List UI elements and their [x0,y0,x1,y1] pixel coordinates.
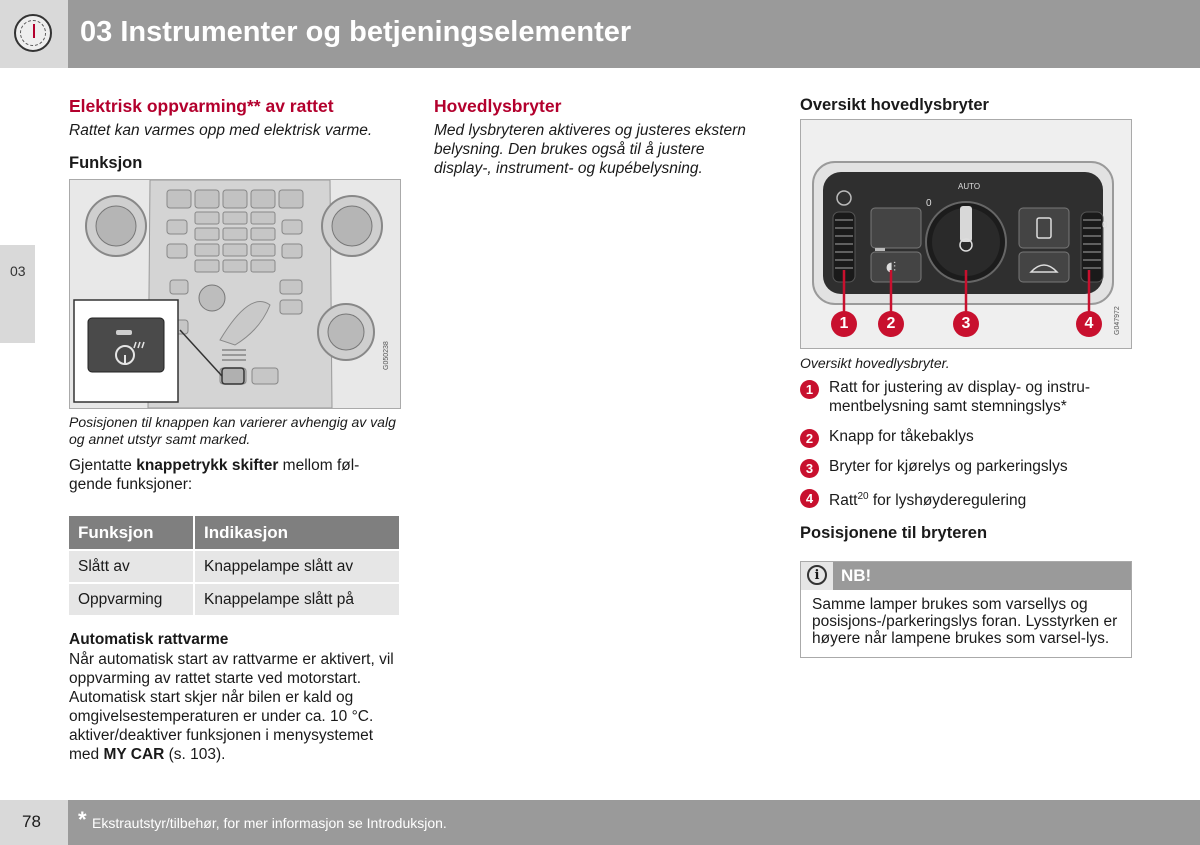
legend-number-badge: 2 [800,429,819,448]
auto-heat-text [69,650,401,764]
legend-list [800,378,1132,510]
legend-item [800,457,1132,476]
auto-label: AUTO [958,182,981,191]
text-run: Når automatisk start av rattvarme er aktivert, vil oppvarming av rattet starte ved motorstart. Automatisk start skjer når bilen er kald og omgivelsestemperaturen er under ca. 10 °C. aktiver/deaktiver funksjonen i menysystemet med [69,651,394,763]
legend-text: for lyshøyderegulering [868,492,1027,510]
overview-heading: Oversikt hovedlysbryter [800,96,989,114]
table-header: Indikasjon [194,516,400,550]
gauge-icon [14,14,52,52]
function-table [69,516,401,615]
legend-number-badge: 3 [800,459,819,478]
zero-label-left: 0 [926,198,932,209]
figure-caption: Posisjonen til knappen kan varierer avhengig av valg og annet utstyr samt marked. [69,414,396,447]
repeat-press-text [69,456,401,494]
table-header-row [69,516,400,550]
callout-1: 1 [839,315,849,332]
column-headlight-switch [434,96,764,178]
table-row [69,583,400,615]
legend-item [800,427,1132,446]
table-header: Funksjon [69,516,194,550]
legend-text: Knapp for tåkebaklys [829,428,974,445]
figure-code: G047972 [1114,306,1121,335]
section-intro: Med lysbryteren aktiveres og justeres ekstern belysning. Den brukes også til å justere display-, instrument- og kupébelysning. [434,122,746,177]
page-number: 78 [22,812,41,831]
figure-caption: Oversikt hovedlysbryter. [800,355,950,371]
svg-text:◖⫶: ◖⫶ [886,260,897,275]
zero-label-right: 0 [1102,220,1108,231]
callout-2: 2 [886,315,896,332]
legend-item [800,378,1132,416]
table-cell: Knappelampe slått på [194,583,400,615]
legend-text: Bryter for kjørelys og parkeringslys [829,458,1068,475]
legend-number-badge: 4 [800,489,819,508]
my-car-link: MY CAR [103,746,165,763]
note-body: Samme lamper brukes som varsellys og posisjons-/parkeringslys foran. Lysstyrken er høyere når lampene brukes som varsel-lys. [812,596,1118,648]
section-heading-headlight: Hovedlysbryter [434,96,562,116]
info-icon [801,562,833,590]
callout-3: 3 [961,315,971,332]
note-title: NB! [841,566,872,586]
text-run: mellom føl-gende funksjoner: [69,457,360,493]
column-switch-overview [800,96,1132,658]
figure-code: G050238 [383,341,390,370]
legend-item [800,487,1132,510]
chapter-side-tab [0,245,35,343]
chapter-icon-box [0,0,68,68]
legend-number-badge: 1 [800,380,819,399]
footnote-ref: 20 [857,491,869,502]
section-intro: Rattet kan varmes opp med elektrisk varme. [69,122,373,139]
footnote-star: * [78,807,87,832]
chapter-side-tab-label: 03 [10,263,26,279]
footer-bar [68,800,1200,845]
table-cell: Knappelampe slått av [194,550,400,583]
headlight-switch-figure [800,119,1132,349]
center-console-figure [69,179,401,409]
note-box [800,561,1132,658]
callout-4: 4 [1084,315,1094,332]
page-footer [0,800,1200,845]
column-steering-heat [69,96,401,764]
funksjon-heading: Funksjon [69,154,143,172]
info-icon-glyph: i [807,565,827,585]
positions-heading: Posisjonene til bryteren [800,524,988,543]
legend-text: Ratt for justering av display- og instru-mentbelysning samt stemningslys* [829,379,1091,415]
auto-heat-heading: Automatisk rattvarme [69,631,229,648]
footer-note: Ekstrautstyr/tilbehør, for mer informasjon se Introduksjon. [92,815,447,831]
page-header [0,0,1200,68]
table-cell: Slått av [69,550,194,583]
table-cell: Oppvarming [69,583,194,615]
section-heading-steering-heat: Elektrisk oppvarming** av rattet [69,96,334,116]
text-run: (s. 103). [164,746,226,763]
table-row [69,550,400,583]
chapter-title: 03 Instrumenter og betjeningselementer [80,16,632,48]
page-number-box [0,800,68,845]
text-run: Gjentatte [69,457,137,474]
note-box-header [801,562,1131,590]
legend-text: Ratt [829,492,858,510]
text-run-bold: knappetrykk skifter [136,457,279,474]
